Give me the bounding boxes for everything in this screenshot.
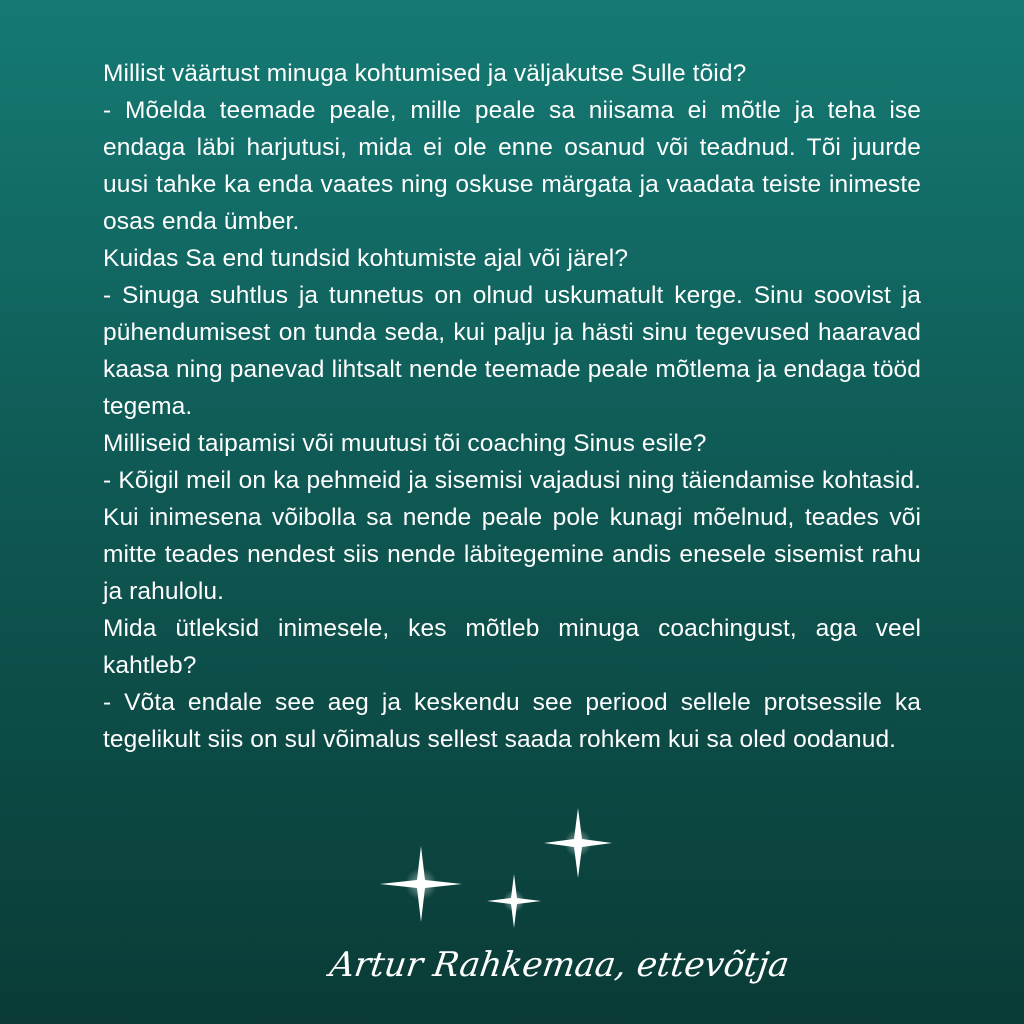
answer-1: - Mõelda teemade peale, mille peale sa niisama ei mõtle ja teha ise endaga läbi harjutusi, mida ei ole enne osanud või teadnud. Tõi juurde uusi tahke ka enda vaates ning oskuse märgata ja vaadata teiste inimeste osas enda ümber. xyxy=(103,97,921,235)
answer-4: - Võta endale see aeg ja keskendu see periood sellele protsessile ka tegelikult siis on sul võimalus sellest saada rohkem kui sa oled oodanud. xyxy=(103,689,921,753)
answer-2: - Sinuga suhtlus ja tunnetus on olnud uskumatult kerge. Sinu soovist ja pühendumisest on tunda seda, kui palju ja hästi sinu tegevused haaravad kaasa ning panevad lihtsalt nende teemade peale mõtlema ja endaga tööd tegema. xyxy=(103,282,921,420)
sparkle-icon xyxy=(380,846,462,922)
question-4: Mida ütleksid inimesele, kes mõtleb minuga coachingust, aga veel kahtleb? xyxy=(103,615,921,679)
answer-3: - Kõigil meil on ka pehmeid ja sisemisi vajadusi ning täiendamise kohtasid. Kui inimesena võibolla sa nende peale pole kunagi mõelnud, teades või mitte teades nendest siis nende läbitegemine andis enesele sisemist rahu ja rahulolu. xyxy=(103,467,921,605)
sparkle-icon xyxy=(544,808,612,878)
testimonial-text xyxy=(103,55,921,758)
question-2: Kuidas Sa end tundsid kohtumiste ajal või järel? xyxy=(103,245,629,272)
question-3: Milliseid taipamisi või muutusi tõi coaching Sinus esile? xyxy=(103,430,707,457)
question-1: Millist väärtust minuga kohtumised ja väljakutse Sulle tõid? xyxy=(103,60,747,87)
signature xyxy=(327,945,792,1015)
signature-text: Artur Rahkemaa, ettevõtja xyxy=(327,945,792,985)
sparkle-icon xyxy=(487,874,541,928)
